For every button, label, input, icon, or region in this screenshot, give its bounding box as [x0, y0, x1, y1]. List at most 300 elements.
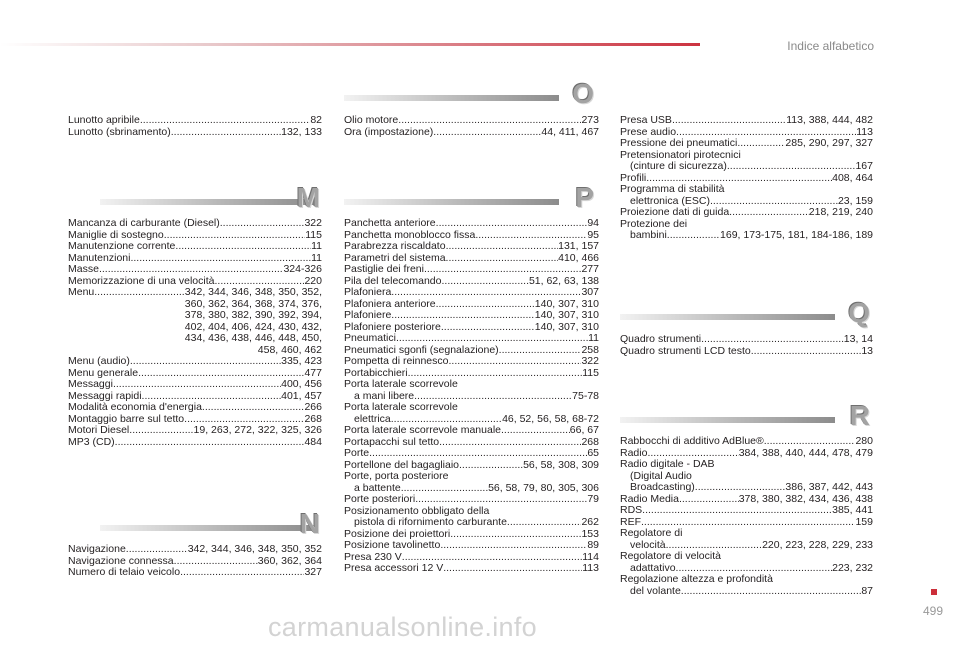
entry-term: Motori Diesel — [68, 425, 130, 436]
entry-term: Panchetta anteriore — [344, 218, 436, 229]
entry-subterm: (cinture di sicurezza) — [630, 160, 727, 172]
leader-dots — [667, 230, 720, 242]
entry-pages: 223, 232 — [832, 561, 873, 574]
section-header-o — [344, 79, 594, 109]
leader-dots — [441, 276, 528, 288]
index-entry — [68, 425, 322, 437]
leader-dots — [499, 345, 582, 357]
index-entry — [344, 448, 599, 460]
entry-term: Parametri del sistema — [344, 252, 446, 264]
entry-term: Ora (impostazione) — [344, 126, 434, 138]
entry-pages: 385, 441 — [832, 505, 873, 516]
index-entry-line — [620, 138, 873, 150]
index-list-n — [68, 544, 322, 579]
entry-pages-continued: 360, 362, 364, 368, 374, 376, — [184, 297, 322, 310]
entry-term: MP3 (CD) — [68, 436, 115, 448]
index-entry-line — [344, 448, 599, 460]
index-entry-line — [344, 253, 599, 265]
entry-term: Radio — [620, 447, 648, 459]
leader-dots — [215, 276, 305, 288]
leader-dots — [220, 218, 305, 230]
watermark: carmanualsonline.info — [268, 612, 537, 642]
index-entry-line — [620, 196, 873, 208]
entry-term: Navigazione connessa — [68, 555, 174, 567]
index-entry-line — [344, 414, 599, 426]
index-entry — [68, 567, 322, 579]
section-letter-r: R — [849, 400, 870, 431]
entry-pages: 79 — [587, 494, 599, 505]
index-entry — [620, 528, 873, 551]
leader-dots — [641, 517, 855, 529]
entry-pages: 410, 466 — [558, 252, 599, 264]
entry-term: Radio digitale - DAB — [620, 459, 715, 470]
entry-pages: 342, 344, 346, 348, 350, 352 — [187, 544, 322, 555]
entry-pages: 360, 362, 364 — [257, 555, 322, 567]
leader-dots — [391, 287, 581, 299]
entry-term: Prese audio — [620, 126, 677, 138]
index-entry — [344, 333, 599, 345]
entry-term: Pressione dei pneumatici — [620, 138, 738, 149]
index-entry-line — [620, 173, 873, 185]
leader-dots — [99, 264, 284, 276]
section-divider — [100, 525, 315, 531]
leader-dots — [446, 241, 559, 253]
leader-dots — [446, 253, 559, 265]
index-entry — [68, 556, 322, 568]
leader-dots — [729, 207, 809, 219]
index-entry-line — [344, 391, 599, 403]
entry-pages: 140, 307, 310 — [534, 298, 599, 310]
entry-term: Plafoniera anteriore — [344, 298, 436, 310]
index-entry — [620, 346, 873, 358]
entry-term: Numero di telaio veicolo — [68, 567, 181, 578]
leader-dots — [507, 517, 582, 529]
entry-term: Manutenzione corrente — [68, 241, 176, 252]
entry-term: Radio Media — [620, 493, 679, 505]
leader-dots — [439, 437, 581, 449]
entry-term: Panchetta monoblocco fissa — [344, 229, 476, 241]
entry-term: Pneumatici — [344, 333, 396, 344]
entry-pages: 132, 133 — [281, 126, 322, 138]
index-entry — [344, 322, 599, 334]
leader-dots — [115, 437, 305, 449]
entry-pages: 44, 411, 467 — [541, 126, 599, 138]
entry-pages: 115 — [305, 229, 322, 241]
index-entry — [68, 230, 322, 242]
index-entry-line — [344, 529, 599, 541]
index-entry-line — [620, 207, 873, 219]
index-entry — [68, 379, 322, 391]
leader-dots — [184, 414, 304, 426]
leader-dots — [751, 346, 862, 358]
entry-pages-continued: 378, 380, 382, 390, 392, 394, — [184, 309, 322, 321]
leader-dots — [408, 368, 583, 380]
index-entry-line — [344, 287, 599, 299]
entry-pages: 140, 307, 310 — [534, 310, 599, 321]
index-entry — [620, 448, 873, 460]
entry-pages: 400, 456 — [281, 379, 322, 390]
entry-pages: 384, 388, 440, 444, 478, 479 — [738, 447, 873, 459]
entry-term: Maniglie di sostegno — [68, 229, 164, 241]
index-entry — [620, 219, 873, 242]
leader-dots — [710, 196, 838, 208]
entry-pages: 218, 219, 240 — [808, 207, 873, 218]
entry-pages: 87 — [861, 584, 873, 597]
entry-pages: 89 — [587, 540, 599, 551]
index-entry — [620, 334, 873, 346]
entry-subterm: elettronica (ESC) — [630, 194, 710, 207]
leader-dots — [441, 322, 535, 334]
index-entry-line — [620, 494, 873, 506]
section-letter-o: O — [572, 78, 594, 109]
entry-pages: 113 — [856, 126, 873, 138]
entry-pages: 66, 67 — [569, 425, 599, 436]
entry-pages: 324-326 — [283, 264, 322, 275]
leader-dots — [475, 230, 587, 242]
entry-term: Mancanza di carburante (Diesel) — [68, 218, 220, 229]
index-entry-line — [68, 287, 322, 299]
entry-term: Plafoniere — [344, 310, 392, 321]
leader-dots — [666, 540, 762, 552]
entry-pages: 378, 380, 382, 434, 436, 438 — [738, 493, 873, 505]
index-entry — [620, 494, 873, 506]
entry-pages: 115 — [582, 367, 599, 379]
index-list-q — [620, 334, 873, 357]
entry-pages: 13 — [861, 345, 873, 357]
index-entry — [620, 115, 873, 127]
entry-pages: 408, 464 — [832, 172, 873, 184]
leader-dots — [171, 127, 281, 139]
index-entry-line — [68, 414, 322, 426]
index-entry — [620, 436, 873, 448]
entry-pages: 273 — [581, 115, 599, 126]
leader-dots — [424, 264, 582, 276]
leader-dots — [130, 356, 281, 368]
index-entry — [68, 115, 322, 127]
index-entry — [344, 230, 599, 242]
leader-dots — [113, 379, 281, 391]
leader-dots — [676, 563, 833, 575]
section-letter-n: N — [299, 508, 320, 539]
entry-pages-continued: 402, 404, 406, 424, 430, 432, — [184, 320, 322, 333]
index-entry-line — [344, 115, 599, 127]
entry-term: Plafoniera — [344, 287, 392, 298]
entry-pages: 307 — [581, 287, 599, 298]
leader-dots — [676, 127, 856, 139]
leader-dots — [130, 253, 311, 265]
index-entry-line — [68, 391, 322, 403]
entry-pages: 19, 263, 272, 322, 325, 326 — [193, 425, 322, 436]
entry-pages: 11 — [588, 333, 599, 344]
entry-pages: 285, 290, 297, 327 — [785, 138, 873, 149]
index-entry — [68, 402, 322, 414]
leader-dots — [180, 567, 304, 579]
entry-pages: 94 — [587, 218, 599, 229]
entry-pages: 401, 457 — [281, 390, 322, 402]
index-entry-line — [344, 218, 599, 230]
entry-subterm: a mani libere — [354, 389, 415, 402]
index-entry-line — [344, 241, 599, 253]
index-entry-line — [620, 586, 873, 598]
index-entry — [344, 563, 599, 575]
index-entry-line — [344, 299, 599, 311]
section-header-q — [620, 298, 870, 328]
index-entry — [68, 391, 322, 403]
leader-dots — [175, 241, 311, 253]
leader-dots — [672, 115, 786, 127]
leader-dots — [436, 218, 588, 230]
entry-term: Modalità economia d'energia — [68, 402, 202, 413]
index-entry — [68, 414, 322, 426]
index-entry-line — [68, 253, 322, 265]
index-entry — [344, 494, 599, 506]
entry-subterm: velocità — [630, 538, 666, 551]
index-entry-line — [620, 482, 873, 494]
index-entry — [68, 356, 322, 368]
index-list-r — [620, 436, 873, 597]
entry-pages-continued: 434, 436, 438, 446, 448, 450, — [184, 332, 322, 344]
index-entry — [68, 264, 322, 276]
index-entry — [68, 437, 322, 449]
leader-dots — [433, 127, 541, 139]
leader-dots — [679, 494, 739, 506]
leader-dots — [647, 448, 738, 460]
entry-pages: 322 — [581, 356, 599, 367]
index-entry — [68, 544, 322, 556]
entry-pages: 11 — [311, 241, 322, 252]
entry-term: Regolatore di velocità — [620, 551, 721, 562]
index-entry-line — [68, 425, 322, 437]
entry-term: Porte posteriori — [344, 494, 416, 505]
index-entry-line — [68, 544, 322, 556]
index-entry — [620, 207, 873, 219]
entry-pages: 65 — [587, 448, 599, 459]
index-entry — [620, 184, 873, 207]
section-letter-q: Q — [848, 297, 870, 328]
index-entry-line — [344, 483, 599, 495]
index-entry-line — [344, 552, 599, 564]
index-entry-line — [68, 556, 322, 568]
entry-term: Porta laterale scorrevole — [344, 379, 458, 390]
entry-pages: 153 — [581, 528, 599, 540]
index-entry-line — [620, 540, 873, 552]
index-entry-line — [68, 437, 322, 449]
leader-dots — [501, 425, 570, 437]
leader-dots — [202, 402, 305, 414]
index-entry — [620, 173, 873, 185]
entry-pages: 56, 58, 308, 309 — [523, 459, 599, 471]
leader-dots — [701, 334, 844, 346]
index-entry-line — [68, 218, 322, 230]
page-title: Indice alfabetico — [787, 39, 874, 53]
index-entry — [344, 529, 599, 541]
leader-dots — [642, 505, 832, 517]
index-entry-line — [620, 115, 873, 127]
entry-term: Pastiglie dei freni — [344, 264, 424, 275]
entry-term: Regolatore di — [620, 528, 683, 539]
entry-term: Pretensionatori pirotecnici — [620, 149, 741, 161]
entry-pages: 386, 387, 442, 443 — [785, 481, 873, 493]
leader-dots — [126, 544, 188, 556]
entry-term: Porta laterale scorrevole — [344, 402, 458, 413]
entry-pages: 477 — [304, 367, 322, 379]
index-entry-line — [344, 310, 599, 322]
entry-term: Lunotto apribile — [68, 115, 140, 126]
entry-term: Rabbocchi di additivo AdBlue® — [620, 436, 764, 447]
index-entry — [344, 552, 599, 564]
entry-pages: 266 — [304, 402, 322, 413]
index-entry-line — [620, 230, 873, 242]
entry-term: Memorizzazione di una velocità — [68, 275, 215, 287]
index-entry — [344, 379, 599, 402]
index-entry-line — [344, 437, 599, 449]
entry-term: Pompetta di reinnesco — [344, 356, 449, 367]
index-entry — [344, 299, 599, 311]
entry-subterm: Broadcasting) — [630, 481, 695, 493]
entry-term: Messaggi — [68, 379, 113, 390]
entry-pages: 220, 223, 228, 229, 233 — [762, 538, 873, 551]
entry-pages: 113, 388, 444, 482 — [786, 115, 873, 126]
index-entry-line — [344, 540, 599, 552]
section-divider — [344, 199, 559, 205]
index-entry — [344, 310, 599, 322]
index-entry — [620, 150, 873, 173]
entry-term: Menu — [68, 287, 95, 298]
leader-dots — [727, 161, 856, 173]
index-entry — [68, 276, 322, 288]
entry-pages: 277 — [581, 264, 599, 275]
entry-pages: 46, 52, 56, 58, 68-72 — [502, 412, 599, 425]
index-entry — [344, 506, 599, 529]
leader-dots — [94, 287, 185, 299]
index-entry-line — [344, 460, 599, 472]
index-entry-line — [344, 127, 599, 139]
entry-pages: 131, 157 — [558, 241, 599, 252]
leader-dots — [129, 425, 193, 437]
entry-term: Messaggi rapidi — [68, 390, 142, 402]
entry-pages: 23, 159 — [837, 194, 873, 207]
index-list-p — [344, 218, 599, 575]
leader-dots — [681, 586, 862, 598]
index-entry — [620, 517, 873, 529]
leader-dots — [415, 494, 587, 506]
index-list-m — [68, 218, 322, 448]
leader-dots — [443, 563, 582, 575]
index-entry — [344, 253, 599, 265]
index-entry — [344, 402, 599, 425]
entry-term: Porta laterale scorrevole manuale — [344, 425, 501, 436]
index-entry — [620, 127, 873, 139]
index-entry-line — [620, 127, 873, 139]
index-entry — [68, 241, 322, 253]
entry-pages: 335, 423 — [281, 356, 322, 367]
index-entry — [620, 138, 873, 150]
entry-term: Menu (audio) — [68, 356, 130, 367]
entry-subterm: bambini — [630, 229, 667, 241]
entry-term: Olio motore — [344, 115, 399, 126]
index-entry-line — [620, 161, 873, 173]
index-entry-line — [68, 356, 322, 368]
index-entry — [344, 368, 599, 380]
entry-term: Protezione dei — [620, 218, 688, 230]
entry-subterm: del volante — [630, 584, 681, 597]
entry-pages: 159 — [855, 516, 873, 528]
entry-term: Menu generale — [68, 367, 139, 379]
index-entry-line — [344, 322, 599, 334]
entry-pages: 95 — [587, 229, 599, 241]
page-number: 499 — [922, 604, 943, 618]
leader-dots — [459, 460, 523, 472]
entry-term: Posizione tavolinetto — [344, 540, 441, 551]
entry-pages: 13, 14 — [843, 334, 873, 345]
index-entry-line — [68, 241, 322, 253]
entry-term: Presa USB — [620, 115, 672, 126]
entry-term: Programma di stabilità — [620, 184, 725, 195]
leader-dots — [695, 482, 786, 494]
index-list-p-continued — [620, 115, 873, 242]
index-entry — [344, 115, 599, 127]
entry-pages: 220 — [304, 275, 322, 287]
index-entry-line — [344, 356, 599, 368]
entry-term: Parabrezza riscaldato — [344, 241, 446, 252]
index-entry — [68, 368, 322, 380]
index-entry — [344, 127, 599, 139]
index-entry — [620, 505, 873, 517]
index-entry-line — [344, 494, 599, 506]
section-divider — [344, 95, 559, 101]
section-divider — [100, 199, 315, 205]
entry-term: Regolazione altezza e profondità — [620, 574, 773, 585]
leader-dots — [440, 540, 587, 552]
entry-term: Posizione dei proiettori — [344, 528, 451, 540]
index-entry-line — [344, 345, 599, 357]
entry-term: Navigazione — [68, 544, 126, 555]
entry-pages: 167 — [855, 160, 873, 172]
index-entry — [344, 218, 599, 230]
section-divider — [620, 417, 835, 423]
section-header-r — [620, 401, 870, 431]
index-entry — [344, 241, 599, 253]
entry-term: Manutenzioni — [68, 252, 131, 264]
index-entry-line — [344, 517, 599, 529]
entry-pages: 113 — [582, 563, 599, 574]
index-entry-line — [344, 264, 599, 276]
entry-pages: 268 — [581, 436, 599, 448]
index-entry-line — [68, 368, 322, 380]
entry-term: Lunotto (sbrinamento) — [68, 126, 171, 138]
index-entry — [620, 459, 873, 494]
index-entry-line — [344, 563, 599, 575]
leader-dots — [369, 448, 587, 460]
leader-dots — [764, 436, 856, 448]
entry-pages: 258 — [581, 344, 599, 356]
index-entry — [68, 287, 322, 356]
index-entry-line — [344, 230, 599, 242]
section-header-p — [344, 183, 594, 213]
leader-dots — [398, 115, 581, 127]
entry-pages: 82 — [310, 115, 322, 126]
leader-dots — [401, 483, 488, 495]
index-entry-line — [620, 448, 873, 460]
index-entry — [620, 574, 873, 597]
index-entry-line — [68, 567, 322, 579]
index-entry — [344, 471, 599, 494]
entry-term: Porte, porta posteriore — [344, 471, 449, 482]
section-letter-m: M — [296, 182, 320, 213]
index-entry-line — [68, 402, 322, 414]
index-entry-line — [68, 276, 322, 288]
entry-pages: 327 — [304, 567, 322, 578]
